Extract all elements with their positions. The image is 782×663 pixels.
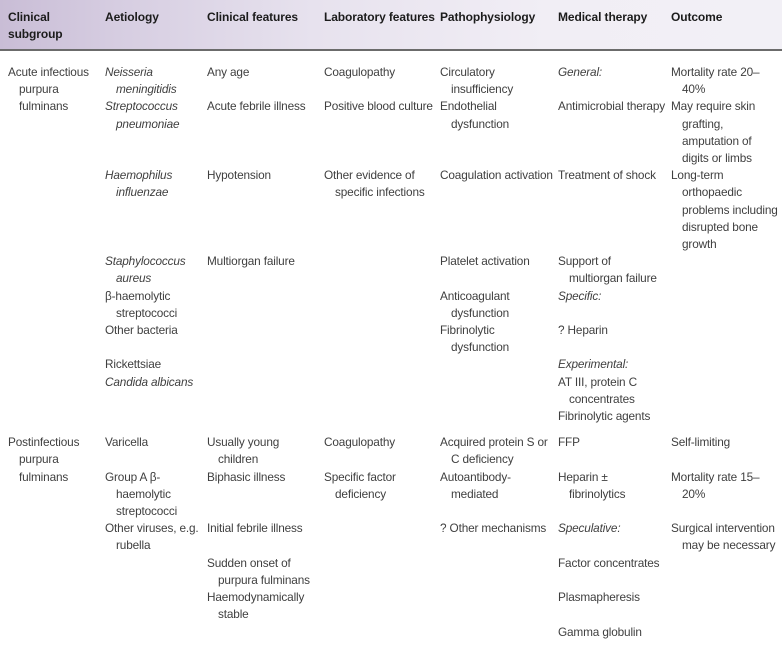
cell-clinical-features <box>207 520 324 554</box>
cell-text: Gamma globulin <box>558 624 642 639</box>
cell-outcome <box>671 322 782 356</box>
cell-aetiology <box>105 374 207 408</box>
cell-text: Coagulopathy <box>324 65 396 79</box>
cell-outcome <box>671 425 782 468</box>
cell-subgroup <box>0 50 105 425</box>
cell-aetiology <box>105 555 207 589</box>
cell-text: Streptococcus pneumoniae <box>105 99 180 131</box>
cell-pathophysiology <box>440 253 558 287</box>
cell-text: Haemophilus influenzae <box>105 168 173 200</box>
column-header-outcome: Outcome <box>671 0 782 50</box>
cell-text: Varicella <box>105 435 149 450</box>
table-header-row <box>0 0 782 50</box>
cell-text: Candida albicans <box>105 374 194 389</box>
cell-text: AT III, protein C concentrates <box>558 374 637 406</box>
cell-text: ? Other mechanisms <box>440 521 547 536</box>
table-row <box>0 50 782 98</box>
cell-outcome <box>671 520 782 554</box>
cell-medical-therapy <box>558 555 671 589</box>
cell-laboratory-features <box>324 253 440 287</box>
table-row <box>0 469 782 521</box>
cell-aetiology <box>105 356 207 373</box>
cell-pathophysiology <box>440 50 558 98</box>
cell-text: Positive blood culture <box>324 99 433 114</box>
cell-aetiology <box>105 520 207 554</box>
cell-laboratory-features <box>324 425 440 468</box>
cell-outcome <box>671 288 782 322</box>
cell-pathophysiology <box>440 356 558 373</box>
cell-medical-therapy <box>558 469 671 521</box>
cell-laboratory-features <box>324 167 440 253</box>
cell-text: Group A β-haemolytic streptococci <box>105 469 178 519</box>
cell-aetiology <box>105 408 207 425</box>
cell-text: Endothelial dysfunction <box>440 99 510 131</box>
table-row <box>0 589 782 623</box>
cell-pathophysiology <box>440 425 558 468</box>
table-row <box>0 408 782 425</box>
column-header-clinical-subgroup: Clinical subgroup <box>0 0 105 50</box>
cell-medical-therapy <box>558 167 671 253</box>
cell-outcome <box>671 356 782 373</box>
cell-medical-therapy <box>558 253 671 287</box>
cell-clinical-features <box>207 624 324 641</box>
cell-medical-therapy <box>558 374 671 408</box>
cell-aetiology <box>105 425 207 468</box>
cell-text: Plasmapheresis <box>558 590 640 605</box>
cell-subgroup <box>0 425 105 640</box>
cell-medical-therapy <box>558 322 671 356</box>
cell-text: Anticoagulant dysfunction <box>440 288 510 320</box>
cell-pathophysiology <box>440 167 558 253</box>
cell-aetiology <box>105 98 207 167</box>
cell-text: ? Heparin <box>558 323 608 338</box>
cell-text: Speculative: <box>558 521 621 536</box>
cell-medical-therapy <box>558 288 671 322</box>
cell-outcome <box>671 253 782 287</box>
cell-text: FFP <box>558 435 580 450</box>
cell-outcome <box>671 589 782 623</box>
cell-laboratory-features <box>324 356 440 373</box>
cell-clinical-features <box>207 253 324 287</box>
cell-laboratory-features <box>324 50 440 98</box>
table-row <box>0 253 782 287</box>
table-row <box>0 167 782 253</box>
column-header-laboratory-features: Laboratory features <box>324 0 440 50</box>
cell-clinical-features <box>207 50 324 98</box>
cell-clinical-features <box>207 356 324 373</box>
cell-pathophysiology <box>440 98 558 167</box>
cell-outcome <box>671 624 782 641</box>
cell-laboratory-features <box>324 408 440 425</box>
cell-laboratory-features <box>324 469 440 521</box>
cell-laboratory-features <box>324 374 440 408</box>
cell-text: Other viruses, e.g. rubella <box>105 521 199 553</box>
cell-laboratory-features <box>324 288 440 322</box>
cell-outcome <box>671 98 782 167</box>
cell-text: Coagulopathy <box>324 435 396 450</box>
table-row <box>0 624 782 641</box>
cell-text: Other bacteria <box>105 323 178 338</box>
cell-text: Initial febrile illness <box>207 521 303 536</box>
cell-text: Circulatory insufficiency <box>440 65 514 97</box>
cell-text: Long-term orthopaedic problems including disrupted bone growth <box>671 168 778 252</box>
table-row <box>0 98 782 167</box>
cell-clinical-features <box>207 374 324 408</box>
cell-text: Staphylococcus aureus <box>105 254 186 286</box>
cell-text: Any age <box>207 65 250 79</box>
column-header-clinical-features: Clinical features <box>207 0 324 50</box>
cell-aetiology <box>105 469 207 521</box>
cell-text: Autoantibody-mediated <box>440 469 511 501</box>
table-row <box>0 322 782 356</box>
cell-laboratory-features <box>324 589 440 623</box>
cell-text: β-haemolytic streptococci <box>105 288 178 320</box>
cell-clinical-features <box>207 555 324 589</box>
cell-text: Surgical intervention may be necessary <box>671 521 776 553</box>
cell-pathophysiology <box>440 322 558 356</box>
cell-clinical-features <box>207 408 324 425</box>
cell-aetiology <box>105 253 207 287</box>
cell-pathophysiology <box>440 288 558 322</box>
cell-outcome <box>671 408 782 425</box>
cell-text: Mortality rate 15–20% <box>671 469 760 501</box>
cell-text: Rickettsiae <box>105 357 162 372</box>
cell-text: Specific: <box>558 288 602 303</box>
cell-clinical-features <box>207 167 324 253</box>
cell-text: Self-limiting <box>671 435 731 450</box>
cell-medical-therapy <box>558 50 671 98</box>
cell-text: Other evidence of specific infections <box>324 168 425 200</box>
cell-clinical-features <box>207 589 324 623</box>
cell-aetiology <box>105 167 207 253</box>
cell-text: Postinfectious purpura fulminans <box>8 435 80 484</box>
cell-outcome <box>671 374 782 408</box>
cell-clinical-features <box>207 288 324 322</box>
cell-text: Platelet activation <box>440 254 530 269</box>
cell-text: Sudden onset of purpura fulminans <box>207 555 310 587</box>
cell-pathophysiology <box>440 624 558 641</box>
cell-medical-therapy <box>558 589 671 623</box>
column-header-aetiology: Aetiology <box>105 0 207 50</box>
cell-pathophysiology <box>440 555 558 589</box>
cell-clinical-features <box>207 322 324 356</box>
table-row <box>0 356 782 373</box>
cell-laboratory-features <box>324 520 440 554</box>
cell-aetiology <box>105 288 207 322</box>
cell-text: General: <box>558 65 603 79</box>
cell-outcome <box>671 50 782 98</box>
cell-text: Mortality rate 20–40% <box>671 65 760 97</box>
cell-medical-therapy <box>558 98 671 167</box>
cell-text: Specific factor deficiency <box>324 469 396 501</box>
cell-aetiology <box>105 624 207 641</box>
cell-medical-therapy <box>558 520 671 554</box>
cell-laboratory-features <box>324 624 440 641</box>
table-row <box>0 288 782 322</box>
cell-medical-therapy <box>558 356 671 373</box>
cell-text: Usually young children <box>207 435 280 467</box>
cell-text: Factor concentrates <box>558 555 660 570</box>
column-header-pathophysiology: Pathophysiology <box>440 0 558 50</box>
table-row <box>0 374 782 408</box>
cell-text: Antimicrobial therapy <box>558 99 666 114</box>
cell-pathophysiology <box>440 408 558 425</box>
cell-text: Support of multiorgan failure <box>558 254 657 286</box>
cell-text: Acute infectious purpura fulminans <box>8 65 89 114</box>
cell-text: Treatment of shock <box>558 168 656 183</box>
table-row <box>0 555 782 589</box>
cell-text: Hypotension <box>207 168 271 183</box>
cell-outcome <box>671 555 782 589</box>
cell-pathophysiology <box>440 520 558 554</box>
table-row <box>0 520 782 554</box>
cell-medical-therapy <box>558 408 671 425</box>
cell-pathophysiology <box>440 374 558 408</box>
column-header-medical-therapy: Medical therapy <box>558 0 671 50</box>
cell-text: Biphasic illness <box>207 469 286 484</box>
cell-text: Heparin ± fibrinolytics <box>558 469 626 501</box>
cell-laboratory-features <box>324 322 440 356</box>
cell-text: May require skin grafting, amputation of digits or limbs <box>671 99 756 166</box>
cell-pathophysiology <box>440 589 558 623</box>
cell-clinical-features <box>207 425 324 468</box>
cell-medical-therapy <box>558 624 671 641</box>
cell-laboratory-features <box>324 98 440 167</box>
cell-aetiology <box>105 589 207 623</box>
cell-text: Acquired protein S or C deficiency <box>440 435 548 467</box>
cell-text: Experimental: <box>558 357 629 372</box>
cell-outcome <box>671 469 782 521</box>
cell-text: Fibrinolytic dysfunction <box>440 323 510 355</box>
cell-text: Acute febrile illness <box>207 99 306 114</box>
cell-aetiology <box>105 322 207 356</box>
cell-text: Coagulation activation <box>440 168 553 183</box>
cell-outcome <box>671 167 782 253</box>
cell-text: Neisseria meningitidis <box>105 65 177 97</box>
table-row <box>0 425 782 468</box>
cell-clinical-features <box>207 469 324 521</box>
cell-text: Haemodynamically stable <box>207 590 305 622</box>
cell-aetiology <box>105 50 207 98</box>
cell-text: Multiorgan failure <box>207 254 295 269</box>
cell-medical-therapy <box>558 425 671 468</box>
cell-pathophysiology <box>440 469 558 521</box>
cell-clinical-features <box>207 98 324 167</box>
cell-laboratory-features <box>324 555 440 589</box>
cell-text: Fibrinolytic agents <box>558 409 651 424</box>
